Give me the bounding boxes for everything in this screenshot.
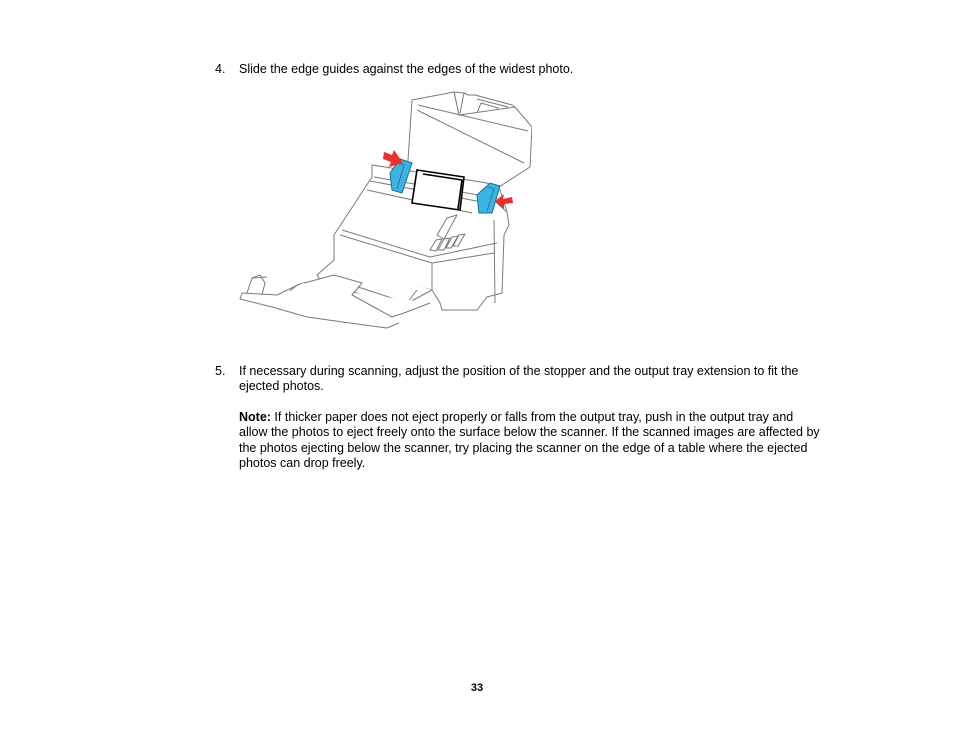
note-label: Note:: [239, 410, 271, 424]
page-number: 33: [470, 682, 484, 694]
scanner-illustration: [232, 85, 532, 335]
step-number: 5.: [215, 364, 226, 378]
step-number: 4.: [215, 62, 226, 76]
step-text: If necessary during scanning, adjust the position of the stopper and the output tray extension to fit the ejected photos.: [239, 364, 799, 393]
step-text: Slide the edge guides against the edges of the widest photo.: [239, 62, 574, 76]
note-text: If thicker paper does not eject properly or falls from the output tray, push in the output tray and allow the photos to eject freely onto the surface below the scanner. If the scanned images are affected by the photos ejecting below the scanner, try placing the scanner on the edge of a table where the ejected photos can drop freely.: [239, 410, 820, 470]
note-paragraph: [239, 410, 824, 471]
scanner-edge-guides-illustration: [232, 85, 532, 335]
